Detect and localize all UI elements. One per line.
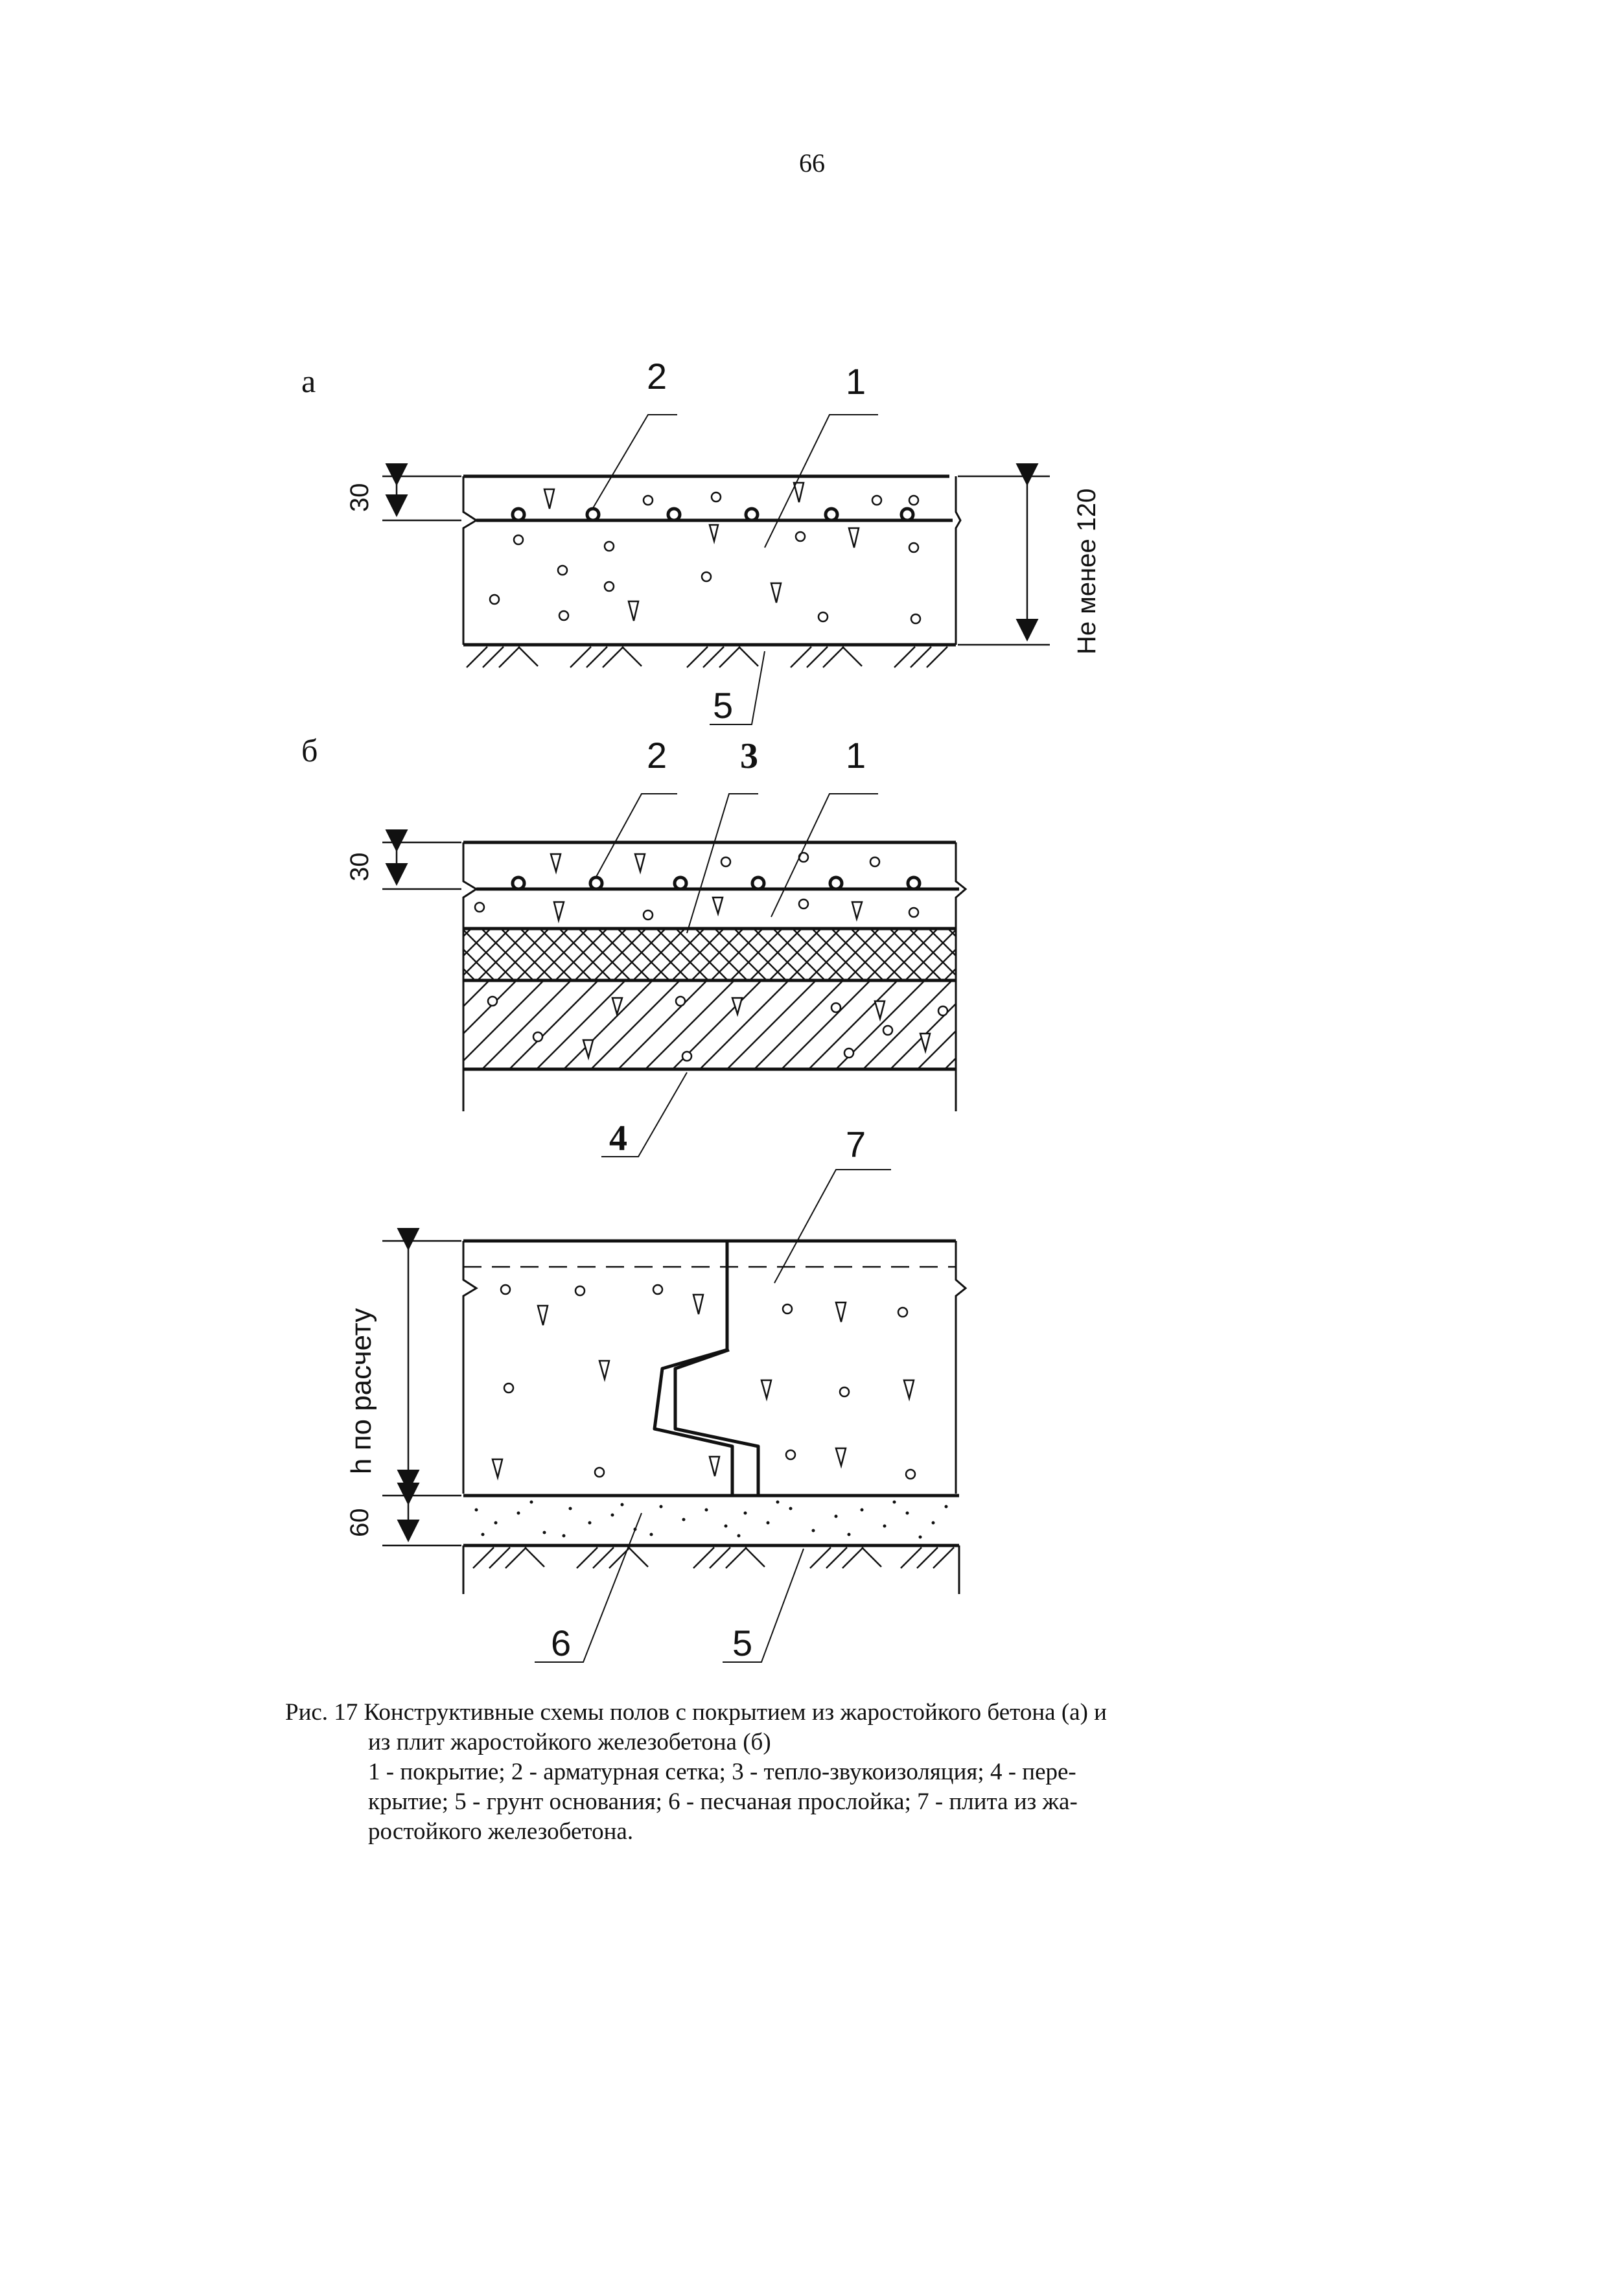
panel-b-letter: б <box>301 732 318 769</box>
caption-line-2: из плит жаростойкого железобетона (б) <box>368 1729 771 1755</box>
panel-a-callout-2: 2 <box>647 356 667 397</box>
panel-b-insulation-layer <box>463 929 956 980</box>
panel-a-dim-total-label: Не менее 120 <box>1073 488 1101 654</box>
panel-a <box>301 356 1101 726</box>
panel-b-dim-30 <box>382 842 461 889</box>
panel-a-callout-5: 5 <box>713 685 734 726</box>
panel-c-leaders <box>535 1170 891 1662</box>
panel-a-callout-1: 1 <box>846 361 866 402</box>
panel-a-dim-30 <box>382 476 461 520</box>
panel-a-dim-total <box>958 476 1050 645</box>
caption-line-1: Рис. 17 Конструктивные схемы полов с покрытием из жаростойкого бетона (а) и <box>285 1699 1107 1726</box>
panel-a-mesh-rods <box>513 509 913 520</box>
panel-b-mesh-rods <box>513 877 920 889</box>
panel-a-aggregate <box>490 483 920 623</box>
panel-b-aggregate <box>475 853 918 920</box>
panel-a-dim-30-label: 30 <box>345 483 374 512</box>
panel-c-aggregate <box>493 1285 915 1479</box>
panel-c-callout-7: 7 <box>846 1124 866 1164</box>
page-number: 66 <box>799 148 825 178</box>
panel-a-left-edge <box>463 476 476 645</box>
caption-line-4: крытие; 5 - грунт основания; 6 - песчаная прослойка; 7 - плита из жа- <box>368 1788 1078 1815</box>
panel-b <box>301 732 966 1159</box>
panel-b-callout-2: 2 <box>647 735 667 776</box>
panel-b-callout-4: 4 <box>609 1118 627 1159</box>
panel-c <box>345 1124 966 1663</box>
panel-c-dim-slab-label: h по расчету <box>345 1308 377 1474</box>
panel-c-sand-layer <box>475 1501 948 1539</box>
panel-c-joint <box>655 1241 758 1496</box>
caption-line-3: 1 - покрытие; 2 - арматурная сетка; 3 - тепло-звукоизоляция; 4 - пере- <box>368 1759 1076 1785</box>
panel-a-leaders <box>593 415 878 724</box>
panel-c-dim-sand-label: 60 <box>345 1508 374 1537</box>
panel-b-slab-layer <box>463 980 956 1069</box>
panel-c-callout-5: 5 <box>732 1623 753 1663</box>
panel-b-callout-1: 1 <box>846 735 866 776</box>
panel-c-ground-hatch <box>473 1547 954 1568</box>
panel-b-right-edge <box>956 842 966 1111</box>
panel-a-letter: а <box>301 363 316 399</box>
panel-c-callout-6: 6 <box>551 1623 572 1663</box>
panel-b-dim-30-label: 30 <box>345 852 374 881</box>
panel-c-dim-slab <box>382 1241 461 1545</box>
panel-a-right-edge <box>956 476 960 645</box>
figure-caption <box>285 1698 1257 1847</box>
caption-line-5: ростойкого железобетона. <box>368 1818 634 1845</box>
panel-a-ground-hatch <box>467 647 947 667</box>
panel-b-callout-3: 3 <box>740 736 758 776</box>
